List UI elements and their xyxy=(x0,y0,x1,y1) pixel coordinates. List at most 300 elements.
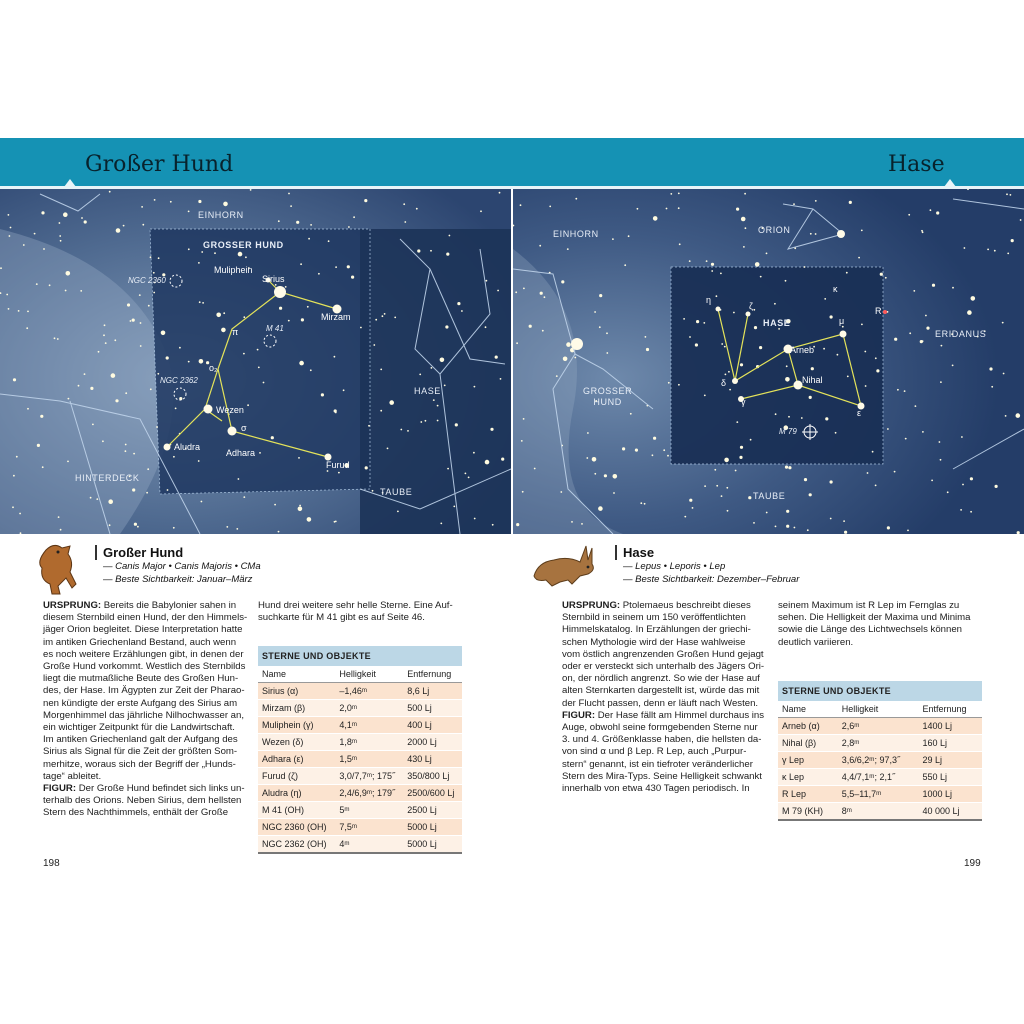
cell-name: M 41 (OH) xyxy=(258,802,335,819)
background-star xyxy=(748,496,751,499)
cell-distance: 5000 Lj xyxy=(403,836,462,854)
background-star xyxy=(140,345,142,347)
background-star xyxy=(127,303,130,306)
star-label-kappa: κ xyxy=(833,284,838,294)
label-orion: ORION xyxy=(758,225,791,235)
background-star xyxy=(198,200,201,203)
figure-label-right: FIGUR: xyxy=(562,709,596,721)
background-star xyxy=(753,522,755,524)
background-star xyxy=(153,272,155,274)
background-star xyxy=(384,313,386,315)
background-star xyxy=(666,208,668,210)
background-star xyxy=(9,235,11,237)
object-label-ngc2360: NGC 2360 xyxy=(128,276,166,285)
background-star xyxy=(299,505,301,507)
background-star xyxy=(741,217,746,222)
star-label-pi: π xyxy=(232,327,239,337)
background-star xyxy=(348,226,350,228)
lepus-star-map xyxy=(513,189,1024,534)
background-star xyxy=(645,336,647,338)
background-star xyxy=(335,266,337,268)
background-star xyxy=(485,326,487,328)
dog-illustration xyxy=(32,540,88,603)
background-star xyxy=(729,389,731,391)
star-label-sigma: σ xyxy=(241,423,247,433)
background-star xyxy=(520,204,522,206)
background-star xyxy=(65,290,67,292)
background-star xyxy=(497,290,499,292)
background-star xyxy=(716,295,718,297)
cell-brightness: 4,4/7,1ᵐ; 2,1˝ xyxy=(838,769,919,786)
background-star xyxy=(365,466,368,469)
background-star xyxy=(711,270,713,272)
background-star xyxy=(926,327,929,330)
background-star xyxy=(941,345,943,347)
background-star xyxy=(785,377,790,382)
background-star xyxy=(375,319,377,321)
background-star xyxy=(721,343,723,345)
background-star xyxy=(967,310,972,315)
background-star xyxy=(6,294,8,296)
object-label-ngc2362: NGC 2362 xyxy=(160,376,198,385)
background-star xyxy=(173,527,175,529)
background-star xyxy=(960,509,962,511)
background-star xyxy=(440,358,445,363)
background-star xyxy=(480,210,482,212)
star-label-gamma: γ xyxy=(741,397,746,407)
background-star xyxy=(885,277,887,279)
background-star xyxy=(613,474,618,479)
background-star xyxy=(372,490,374,492)
background-star xyxy=(10,227,12,229)
background-star xyxy=(1020,219,1022,221)
background-star xyxy=(786,365,788,367)
background-star xyxy=(581,523,583,525)
background-star xyxy=(663,449,665,451)
label-eridanus: ERIDANUS xyxy=(935,329,987,339)
cell-brightness: 4,1ᵐ xyxy=(335,717,403,734)
background-star xyxy=(109,191,111,193)
star-label-sirius: Sirius xyxy=(262,274,285,284)
background-star xyxy=(875,357,877,359)
background-star xyxy=(515,291,517,293)
background-star xyxy=(431,367,433,369)
background-star xyxy=(140,322,142,324)
origin-label: URSPRUNG: xyxy=(43,600,102,611)
background-star xyxy=(125,392,127,394)
background-star xyxy=(750,439,752,441)
cell-name: Muliphein (γ) xyxy=(258,717,335,734)
col-header-name-right: Name xyxy=(778,701,838,718)
table-caption: STERNE UND OBJEKTE xyxy=(258,646,462,666)
cell-distance: 1400 Lj xyxy=(919,718,983,735)
background-star xyxy=(90,497,92,499)
background-star xyxy=(27,408,29,410)
background-star xyxy=(60,240,62,242)
background-star xyxy=(0,267,2,269)
background-star xyxy=(962,484,964,486)
background-star xyxy=(300,263,302,265)
background-star xyxy=(380,410,382,412)
background-star xyxy=(793,203,795,205)
heading-name-right: Hase xyxy=(615,545,799,560)
figure-text: Der Große Hund befindet sich links un-terhalb des Orions. Neben Sirius, dem hellsten Stern des Nachthimmels, enthält der Große xyxy=(43,783,245,819)
background-star xyxy=(389,400,394,405)
background-star xyxy=(711,263,714,266)
cell-distance: 430 Lj xyxy=(403,751,462,768)
background-star xyxy=(66,271,71,276)
background-star xyxy=(103,334,105,336)
cell-distance: 550 Lj xyxy=(919,769,983,786)
star-label-epsilon: ε xyxy=(857,408,862,418)
label-taube-right: TAUBE xyxy=(753,491,786,501)
background-star xyxy=(523,418,525,420)
figure-label: FIGUR: xyxy=(43,783,77,795)
background-star xyxy=(188,361,190,363)
background-star xyxy=(930,209,932,211)
background-star xyxy=(1010,194,1012,196)
background-star xyxy=(678,384,680,386)
background-star xyxy=(678,207,680,209)
label-einhorn-right: EINHORN xyxy=(553,229,599,239)
background-star xyxy=(804,266,806,268)
star-label-mirzam: Mirzam xyxy=(321,312,351,322)
background-star xyxy=(991,386,993,388)
background-star xyxy=(830,518,832,520)
background-star xyxy=(338,472,340,474)
left-page-title: Großer Hund xyxy=(85,152,234,177)
background-star xyxy=(202,302,204,304)
background-star xyxy=(81,217,83,219)
background-star xyxy=(970,477,973,480)
background-star xyxy=(179,347,181,349)
background-star xyxy=(880,273,883,276)
background-star xyxy=(461,310,463,312)
background-star xyxy=(157,373,159,375)
object-label-m79: M 79 xyxy=(779,427,797,436)
background-star xyxy=(394,317,396,319)
background-star xyxy=(416,208,418,210)
background-star xyxy=(692,507,694,509)
background-star xyxy=(67,461,69,463)
background-star xyxy=(173,456,175,458)
background-star xyxy=(755,262,760,267)
background-star xyxy=(678,193,680,195)
background-star xyxy=(825,417,828,420)
background-star xyxy=(84,220,87,223)
table-row xyxy=(258,734,462,751)
background-star xyxy=(57,338,59,340)
background-star xyxy=(19,513,21,515)
cell-brightness: 5,5–11,7ᵐ xyxy=(838,786,919,803)
background-star xyxy=(102,440,104,442)
cell-name: M 79 (KH) xyxy=(778,803,838,821)
background-star xyxy=(624,264,626,266)
background-star xyxy=(223,312,225,314)
background-star xyxy=(343,389,345,391)
background-star xyxy=(146,492,148,494)
background-star xyxy=(598,506,603,511)
background-star xyxy=(970,511,972,513)
background-star xyxy=(250,189,252,191)
background-star xyxy=(347,265,350,268)
col-header-brightness: Helligkeit xyxy=(335,666,403,683)
cell-brightness: 7,5ᵐ xyxy=(335,819,403,836)
background-star xyxy=(238,478,240,480)
background-star xyxy=(92,424,94,426)
background-star xyxy=(604,474,607,477)
background-star xyxy=(703,322,705,324)
star-label-adhara: Adhara xyxy=(226,448,256,458)
background-star xyxy=(27,311,29,313)
heading-visibility-line-right: — Beste Sichtbarkeit: Dezember–Februar xyxy=(623,574,800,585)
cell-distance: 1000 Lj xyxy=(919,786,983,803)
page-number-right: 199 xyxy=(964,858,981,869)
background-star xyxy=(104,324,106,326)
background-star xyxy=(736,208,739,211)
background-star xyxy=(465,473,467,475)
background-star xyxy=(721,495,723,497)
background-star xyxy=(913,290,915,292)
table-row xyxy=(258,836,462,854)
lepus-sky-svg xyxy=(513,189,1024,534)
background-star xyxy=(360,327,362,329)
background-star xyxy=(111,373,116,378)
background-star xyxy=(921,230,923,232)
star-label-zeta: ζ xyxy=(749,301,753,311)
cell-name: κ Lep xyxy=(778,769,838,786)
background-star xyxy=(133,453,135,455)
background-star xyxy=(457,302,460,305)
background-star xyxy=(271,436,274,439)
background-star xyxy=(301,318,304,321)
background-star xyxy=(652,454,654,456)
background-star xyxy=(735,470,737,472)
background-star xyxy=(786,510,789,513)
background-star xyxy=(247,404,249,406)
background-star xyxy=(858,257,860,259)
background-star xyxy=(561,280,564,283)
cell-brightness: 1,8ᵐ xyxy=(335,734,403,751)
background-star xyxy=(989,367,992,370)
star-label-r: R xyxy=(875,306,882,316)
cell-brightness: –1,46ᵐ xyxy=(335,683,403,700)
background-star xyxy=(275,284,277,286)
background-star xyxy=(644,503,646,505)
background-star xyxy=(403,203,405,205)
background-star xyxy=(788,416,790,418)
background-star xyxy=(875,485,877,487)
background-star xyxy=(544,296,546,298)
background-star xyxy=(842,326,844,328)
background-star xyxy=(166,356,169,359)
cell-name: Furud (ζ) xyxy=(258,768,335,785)
background-star xyxy=(823,348,825,350)
background-star xyxy=(42,466,44,468)
cell-name: Aludra (η) xyxy=(258,785,335,802)
background-star xyxy=(830,480,833,483)
background-star xyxy=(887,428,889,430)
background-star xyxy=(278,531,280,533)
background-star xyxy=(288,193,290,195)
background-star xyxy=(566,342,571,347)
background-star xyxy=(307,306,309,308)
background-star xyxy=(847,376,849,378)
background-star xyxy=(775,526,777,528)
background-star xyxy=(327,470,329,472)
background-star xyxy=(492,524,494,526)
background-star xyxy=(809,493,812,496)
background-star xyxy=(837,354,839,356)
star-label-wezen: Wezen xyxy=(216,405,244,415)
background-star xyxy=(575,198,577,200)
background-star xyxy=(130,320,132,322)
background-star xyxy=(522,491,524,493)
origin-label-right: URSPRUNG: xyxy=(562,600,621,611)
background-star xyxy=(606,332,608,334)
background-star xyxy=(887,526,890,529)
right-page-title: Hase xyxy=(888,152,945,177)
background-star xyxy=(867,472,869,474)
background-star xyxy=(486,280,488,282)
background-star xyxy=(243,353,245,355)
background-star xyxy=(516,523,519,526)
background-star xyxy=(574,357,576,359)
background-star xyxy=(445,325,448,328)
background-star xyxy=(430,250,432,252)
background-star xyxy=(37,444,40,447)
background-star xyxy=(683,318,685,320)
right-text-column-2: seinem Maximum ist R Lep im Fernglas zu sehen. Die Helligkeit der Maxima und Minima sowie die Länge des Lichtwechsels können deutlich variieren. xyxy=(778,600,971,648)
background-star xyxy=(830,315,833,318)
cell-name: Nihal (β) xyxy=(778,735,838,752)
background-star xyxy=(861,230,863,232)
background-star xyxy=(368,425,370,427)
background-star xyxy=(279,307,282,310)
background-star xyxy=(952,365,954,367)
background-star xyxy=(612,238,614,240)
background-star xyxy=(43,248,45,250)
background-star xyxy=(754,326,757,329)
background-star xyxy=(404,221,406,223)
star-label-delta: δ xyxy=(721,378,727,388)
background-star xyxy=(940,459,942,461)
background-star xyxy=(560,491,562,493)
label-grosser-hund-right: GROSSER HUND xyxy=(583,386,633,407)
background-star xyxy=(258,367,260,369)
background-star xyxy=(753,309,755,311)
background-star xyxy=(727,510,729,512)
left-text-column-1 xyxy=(43,600,248,820)
canis-major-heading xyxy=(95,545,261,586)
background-star xyxy=(689,499,692,502)
background-star xyxy=(759,346,762,349)
table-row xyxy=(258,700,462,717)
background-star xyxy=(523,288,525,290)
background-star xyxy=(364,199,367,202)
background-star xyxy=(563,357,568,362)
background-star xyxy=(815,233,817,235)
background-star xyxy=(807,529,809,531)
background-star xyxy=(594,473,596,475)
background-star xyxy=(824,298,826,300)
background-star xyxy=(16,456,18,458)
background-star xyxy=(1002,322,1004,324)
background-star xyxy=(223,202,228,207)
background-star xyxy=(728,371,730,373)
background-star xyxy=(725,374,727,376)
background-star xyxy=(637,208,639,210)
background-star xyxy=(766,253,768,255)
cell-brightness: 4ᵐ xyxy=(335,836,403,854)
label-hase-right: HASE xyxy=(763,318,791,328)
background-star xyxy=(150,388,152,390)
background-star xyxy=(788,466,791,469)
lepus-objects-table xyxy=(778,681,982,821)
background-star xyxy=(994,250,996,252)
background-star xyxy=(373,344,375,346)
background-star xyxy=(743,246,745,248)
background-star xyxy=(132,319,135,322)
background-star xyxy=(90,387,93,390)
background-star xyxy=(59,222,61,224)
background-star xyxy=(296,221,299,224)
cell-name: Wezen (δ) xyxy=(258,734,335,751)
table-row xyxy=(778,752,982,769)
background-star xyxy=(897,389,899,391)
background-star xyxy=(785,280,787,282)
background-star xyxy=(844,531,847,534)
background-star xyxy=(216,313,221,318)
background-star xyxy=(947,491,949,493)
background-star xyxy=(1005,415,1007,417)
background-star xyxy=(397,511,399,513)
background-star xyxy=(170,201,172,203)
background-star xyxy=(453,506,455,508)
right-text-column-1 xyxy=(562,600,766,795)
background-star xyxy=(54,337,56,339)
background-star xyxy=(894,338,897,341)
background-star xyxy=(704,485,706,487)
background-star xyxy=(778,328,780,330)
background-star xyxy=(141,206,143,208)
background-star xyxy=(201,501,203,503)
cell-brightness: 2,8ᵐ xyxy=(838,735,919,752)
background-star xyxy=(417,249,420,252)
background-star xyxy=(936,211,939,214)
background-star xyxy=(188,248,190,250)
background-star xyxy=(909,332,911,334)
background-star xyxy=(257,349,259,351)
background-star xyxy=(726,487,728,489)
background-star xyxy=(542,330,544,332)
background-star xyxy=(310,369,312,371)
background-star xyxy=(987,249,989,251)
background-star xyxy=(785,466,788,469)
cell-distance: 2500/600 Lj xyxy=(403,785,462,802)
table-caption-right: STERNE UND OBJEKTE xyxy=(778,681,982,701)
background-star xyxy=(774,303,776,305)
canis-major-objects-table xyxy=(258,646,462,854)
background-star xyxy=(13,475,15,477)
cell-distance: 5000 Lj xyxy=(403,819,462,836)
background-star xyxy=(188,211,190,213)
background-star xyxy=(7,214,9,216)
background-star xyxy=(499,192,501,194)
cell-distance: 40 000 Lj xyxy=(919,803,983,821)
background-star xyxy=(495,356,498,359)
background-star xyxy=(931,480,933,482)
